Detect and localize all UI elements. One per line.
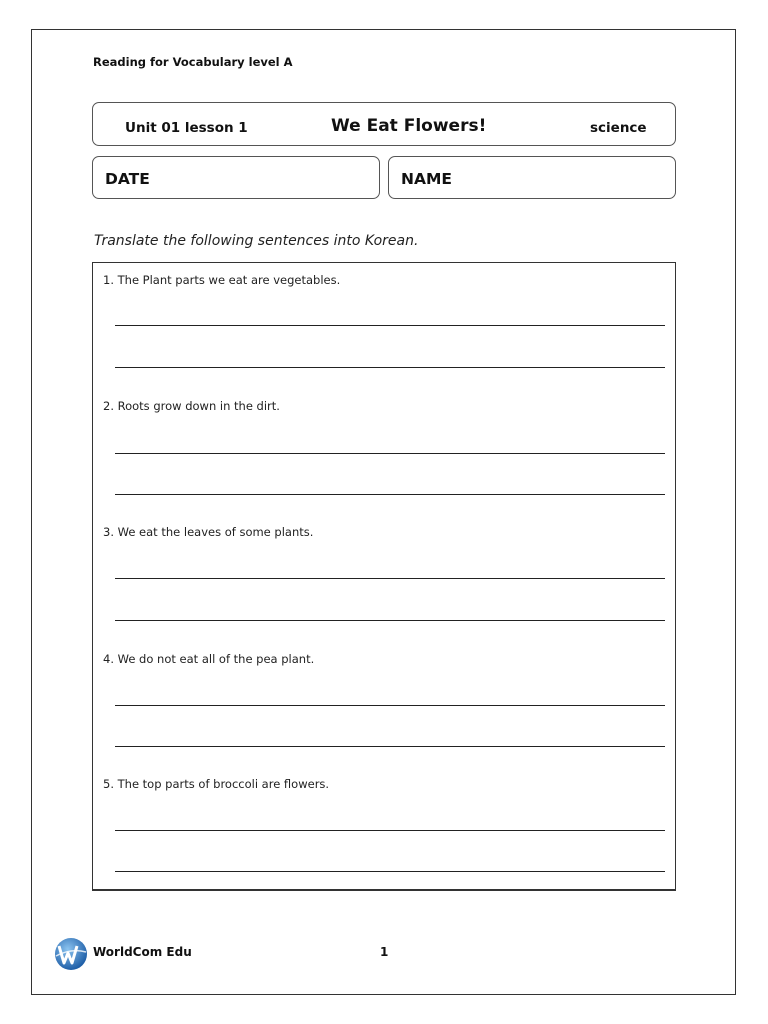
name-field[interactable] — [388, 156, 676, 199]
answer-line[interactable] — [115, 746, 665, 747]
worldcom-logo-icon — [53, 936, 89, 972]
exercise-sentence: 1. The Plant parts we eat are vegetables. — [103, 273, 341, 287]
name-label: NAME — [401, 170, 452, 188]
answer-line[interactable] — [115, 453, 665, 454]
page-number: 1 — [380, 945, 389, 959]
exercise-item-5 — [93, 777, 675, 903]
exercise-item-3 — [93, 525, 675, 651]
exercise-sentence: 3. We eat the leaves of some plants. — [103, 525, 314, 539]
exercise-box — [92, 262, 676, 891]
exercise-sentence: 4. We do not eat all of the pea plant. — [103, 652, 315, 666]
answer-line[interactable] — [115, 705, 665, 706]
lesson-title: We Eat Flowers! — [331, 116, 487, 136]
brand-name: WorldCom Edu — [93, 945, 192, 959]
exercise-item-4 — [93, 652, 675, 778]
exercise-item-1 — [93, 273, 675, 399]
exercise-sentence: 5. The top parts of broccoli are flowers. — [103, 777, 330, 791]
answer-line[interactable] — [115, 578, 665, 579]
answer-line[interactable] — [115, 367, 665, 368]
instruction-text: Translate the following sentences into Korean. — [94, 233, 419, 249]
answer-line[interactable] — [115, 830, 665, 831]
subject-label: science — [590, 120, 647, 136]
unit-label: Unit 01 lesson 1 — [125, 120, 248, 136]
answer-line[interactable] — [115, 494, 665, 495]
answer-line[interactable] — [115, 620, 665, 621]
date-field[interactable] — [92, 156, 380, 199]
answer-line[interactable] — [115, 871, 665, 872]
date-label: DATE — [105, 170, 150, 188]
series-title: Reading for Vocabulary level A — [93, 55, 293, 69]
answer-line[interactable] — [115, 325, 665, 326]
exercise-item-2 — [93, 399, 675, 525]
lesson-header — [92, 102, 676, 146]
exercise-sentence: 2. Roots grow down in the dirt. — [103, 399, 280, 413]
